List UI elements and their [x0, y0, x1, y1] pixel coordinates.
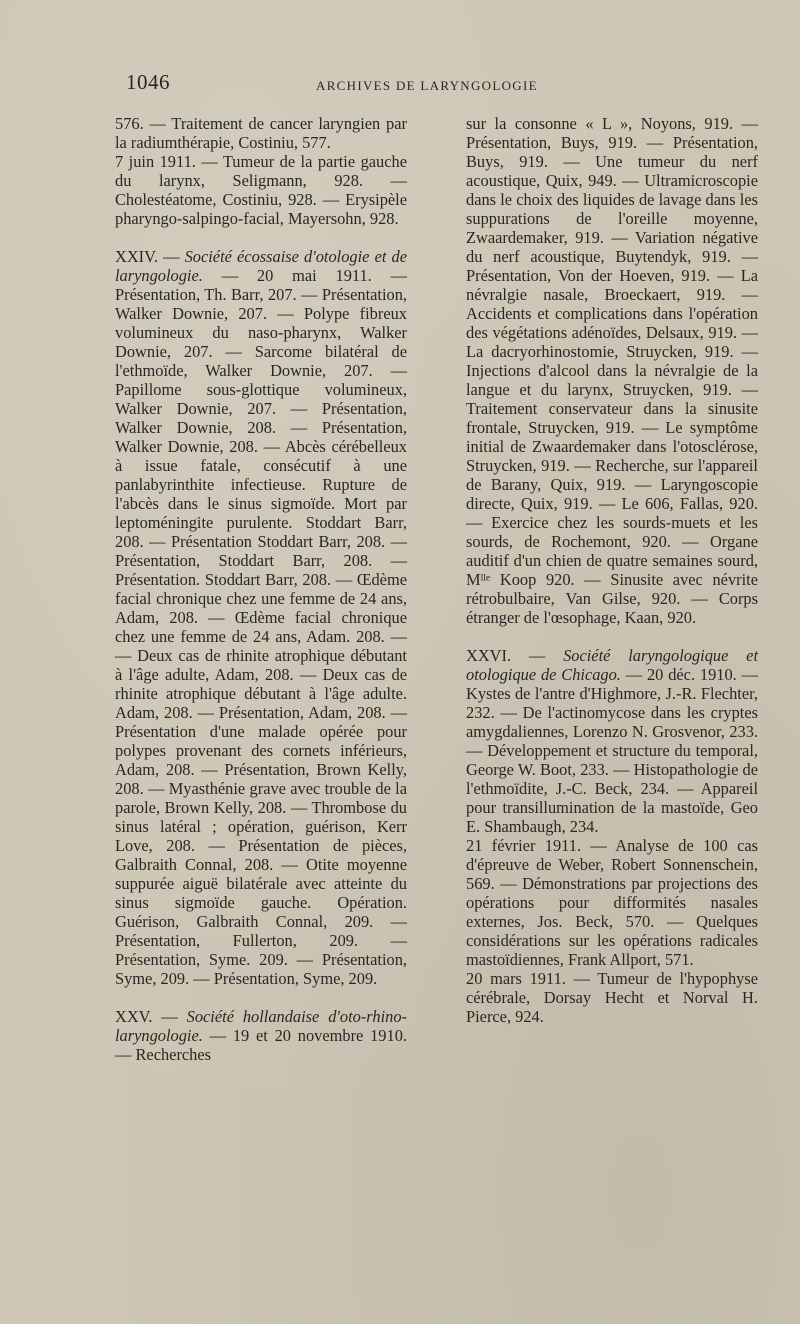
section-xxv — [115, 1007, 407, 1064]
section-body: — 20 déc. 1910. — Kystes de l'antre d'Highmore, J.-R. Flechter, 232. — De l'actinomycose dans les cryptes amygdaliennes, Lorenzo N. Grosvenor, 233. — Développement et structure du temporal, George W. Boot, 233. — Histopathologie de l'ethmoïdite, J.-C. Beck, 234. — Appareil pour transillumination de la mastoïde, Geo E. Shambaugh, 234. — [466, 665, 758, 836]
page-number: 1046 — [126, 70, 170, 94]
running-title: ARCHIVES DE LARYNGOLOGIE — [316, 78, 538, 93]
section-body: — 19 et 20 novembre 1910. — Recherches — [115, 1026, 407, 1064]
society-name: Société hollandaise d'oto-rhino-laryngologie. — [115, 1007, 407, 1045]
entry-paragraph: 20 mars 1911. — Tumeur de l'hypophyse cérébrale, Dorsay Hecht et Norval H. Pierce, 924. — [466, 969, 758, 1026]
entry-paragraph: 7 juin 1911. — Tumeur de la partie gauche du larynx, Seligmann, 928. — Cholestéatome, Costiniu, 928. — Erysipèle pharyngo-salpingo-facial, Mayersohn, 928. — [115, 152, 407, 228]
entry-paragraph: 576. — Traitement de cancer laryngien par la radiumthérapie, Costiniu, 577. — [115, 114, 407, 152]
society-name: Société laryngologique et otologique de Chicago. — [466, 646, 758, 684]
section-xxiv — [115, 247, 407, 988]
section-body: — 20 mai 1911. — Présentation, Th. Barr, 207. — Présentation, Walker Downie, 207. — Polype fibreux volumineux du naso-pharynx, Walker Downie, 207. — Sarcome bilatéral de l'ethmoïde, Walker Downie, 207. — Papillome sous-glottique volumineux, Walker Downie, 207. — Présentation, Walker Downie, 208. — Présentation, Walker Downie, 208. — Abcès cérébelleux à issue fatale, consécutif à une panlabyrinthite infectieuse. Rupture de l'abcès dans le sinus sigmoïde. Mort par leptoméningite purulente. Stoddart Barr, 208. — Présentation Stoddart Barr, 208. — Présentation, Stoddart Barr, 208. — Présentation. Stoddart Barr, 208. — Œdème facial chronique chez une femme de 24 ans, Adam, 208. — Œdème facial chronique chez une femme de 24 ans, Adam. 208. — — Deux cas de rhinite atrophique débutant à l'âge adulte, Adam, 208. — Deux cas de rhinite atrophique débutant à l'âge adulte. Adam, 208. — Présentation, Adam, 208. — Présentation d'une malade opérée pour polypes provenant des cornets inférieurs, Adam, 208. — Présentation, Brown Kelly, 208. — Myasthénie grave avec trouble de la parole, Brown Kelly, 208. — Thrombose du sinus latéral ; opération, guérison, Kerr Love, 208. — Présentation de pièces, Galbraith Connal, 208. — Otite moyenne suppurée aiguë bilatérale avec atteinte du sinus sigmoïde gauche. Opération. Guérison, Galbraith Connal, 209. — Présentation, Fullerton, 209. — Présentation, Syme. 209. — Présentation, Syme, 209. — Présentation, Syme, 209. — [115, 266, 407, 988]
society-name: Société écossaise d'otologie et de laryngologie. — [115, 247, 407, 285]
section-number: XXVI. — — [466, 646, 564, 665]
section-xxvi — [466, 646, 758, 836]
right-column — [466, 114, 758, 1026]
page-header — [126, 70, 746, 100]
entry-paragraph: sur la consonne « L », Noyons, 919. — Présentation, Buys, 919. — Présentation, Buys, 919. — Une tumeur du nerf acoustique, Quix, 949. — Ultramicroscopie dans le choix des liquides de lavage dans les suppurations de l'oreille moyenne, Zwaardemaker, 919. — Variation négative du nerf acoustique, Buytendyk, 919. — Présentation, Von der Hoeven, 919. — La névralgie nasale, Broeckaert, 919. — Accidents et complications dans l'opération des végétations adénoïdes, Delsaux, 919. — La dacryorhinostomie, Struycken, 919. — Injections d'alcool dans la névralgie de la langue et du larynx, Struycken, 919. — Traitement conservateur dans la sinusite frontale, Struycken, 919. — Le symptôme initial de Zwaardemaker dans l'otosclérose, Struycken, 919. — Recherche, sur l'appareil de Barany, Quix, 919. — Laryngoscopie directe, Quix, 919. — Le 606, Fallas, 920. — Exercice chez les sourds-muets et les sourds, de Rochemont, 920. — Organe auditif d'un chien de quatre semaines sourd, Mˡˡᵉ Koop 920. — Sinusite avec névrite rétrobulbaire, Van Gilse, 920. — Corps étranger de l'œsophage, Kaan, 920. — [466, 114, 758, 627]
entry-paragraph: 21 février 1911. — Analyse de 100 cas d'épreuve de Weber, Robert Sonnenschein, 569. — Démonstrations par projections des opérations pour difformités nasales externes, Jos. Beck, 570. — Quelques considérations sur les opérations radicales mastoïdiennes, Frank Allport, 571. — [466, 836, 758, 969]
section-number: XXIV. — — [115, 247, 185, 266]
left-column — [115, 114, 407, 1064]
section-number: XXV. — — [115, 1007, 187, 1026]
